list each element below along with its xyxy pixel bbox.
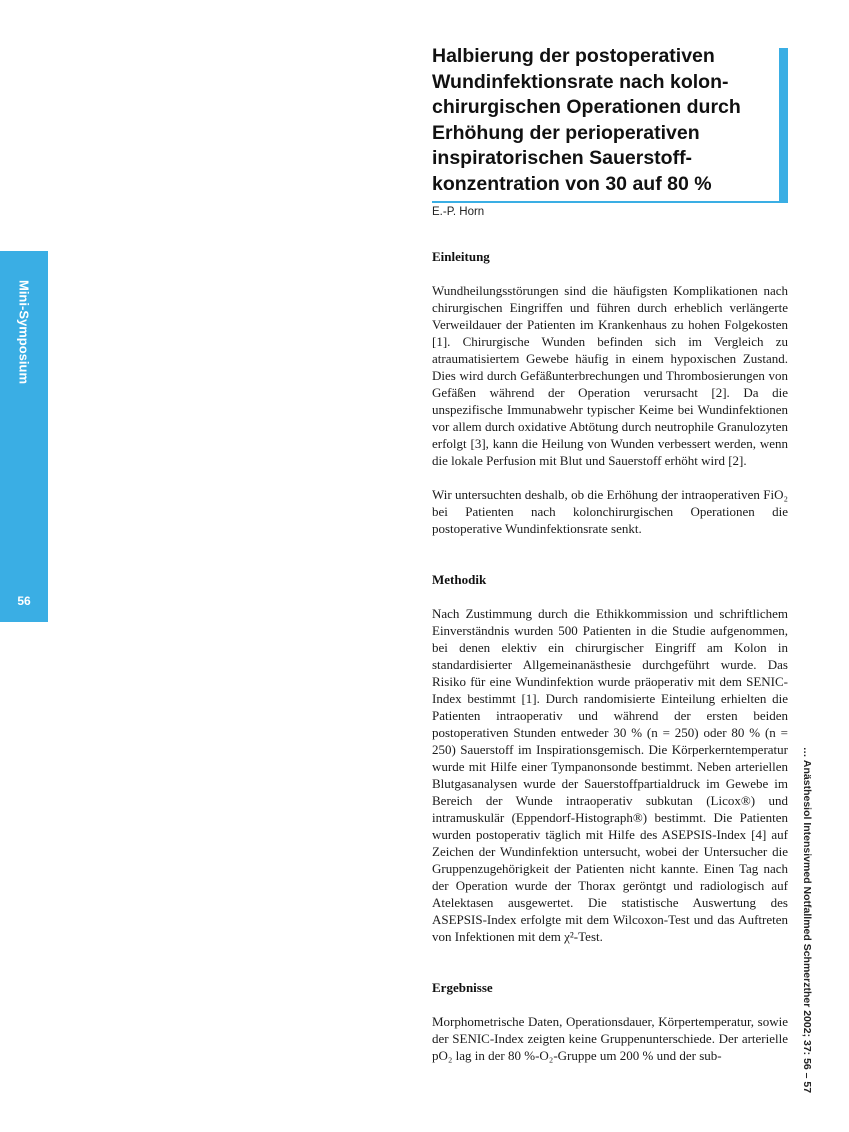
heading-methodik: Methodik — [432, 572, 487, 587]
journal-citation: … Anästhesiol Intensivmed Notfallmed Schmerzther 2002; 37: 56 – 57 — [801, 746, 813, 1094]
heading-ergebnisse: Ergebnisse — [432, 980, 493, 995]
paragraph-einleitung-1: Wundheilungsstörungen sind die häufigsten Komplikationen nach chirurgischen Eingriffen und führen durch erheblich verlängerte Verweildauer der Patienten im Krankenhaus zu hohen Folgekosten [1]. Chirurgische Wunden befinden sich im Vergleich zu atraumatisiertem Gewebe häufig in einem hypoxischen Zustand. Dies wird durch Gefäßunterbrechungen und Thrombosierungen von Gefäßen während der Operation verursacht [2]. Da die unspezifische Immunabwehr typischer Keime bei Wundinfektionen vor allem durch oxidative Abtötung durch neutrophile Granulozyten erfolgt [3], kann die Heilung von Wunden verbessert werden, wenn die lokale Perfusion mit Blut und Sauerstoff erhöht wird [2]. — [432, 283, 788, 468]
paragraph-einleitung-2: Wir untersuchten deshalb, ob die Erhöhung der intraoperativen FiO₂ bei Patienten nach kolonchirurgischen Operationen die postoperative Wundinfektionsrate senkt. — [432, 487, 788, 536]
heading-einleitung: Einleitung — [432, 249, 490, 264]
paragraph-methodik-1: Nach Zustimmung durch die Ethikkommission und schriftlichem Einverständnis wurden 500 Patienten in die Studie aufgenommen, bei denen elektiv ein chirurgischer Eingriff am Kolon in standardisierter Allgemeinanästhesie durchgeführt wurde. Das Risiko für eine Wundinfektion wurde präoperativ mit dem SENIC-Index bestimmt [1]. Durch randomisierte Einteilung erhielten die Patienten intraoperativ und während der ersten beiden postoperativen Stunden entweder 30 % (n = 250) oder 80 % (n = 250) Sauerstoff im Inspirationsgemisch. Die Körperkerntemperatur wurde mit Hilfe einer Tympanonsonde bestimmt. Neben arteriellen Blutgasanalysen wurde der Sauerstoffpartialdruck im Gewebe im Bereich der Wunde intraoperativ subkutan (Licox®) und intramuskulär (Eppendorf-Histograph®) bestimmt. Die Patienten wurden postoperativ täglich mit Hilfe des ASEPSIS-Index [4] auf Zeichen der Wundinfektion untersucht, wobei der Untersucher die Gruppenzugehörigkeit der Patienten nicht kannte. Einen Tag nach der Operation wurde der Thorax geröntgt und radiologisch auf Atelektasen ausgewertet. Die statistische Auswertung des ASEPSIS-Index erfolgte mit dem Wilcoxon-Test und das Auftreten von Infektionen mit dem χ²-Test. — [432, 606, 788, 944]
article-author: E.-P. Horn — [432, 206, 485, 218]
paragraph-ergebnisse-1: Morphometrische Daten, Operationsdauer, Körpertemperatur, sowie der SENIC-Index zeigten keine Gruppenunterschiede. Der arterielle pO₂ lag in der 80 %-O₂-Gruppe um 200 % und der sub- — [432, 1014, 788, 1063]
page-number: 56 — [17, 594, 31, 608]
article-title: Halbierung der postoperativen Wundinfektionsrate nach kolon-chirurgischen Operationen durch Erhöhung der perioperativen inspiratorischen Sauerstoff-konzentration von 30 auf 80 % — [432, 45, 741, 195]
section-label: Mini-Symposium — [16, 279, 32, 385]
article-title-block — [432, 44, 788, 203]
article-body — [432, 248, 788, 1064]
